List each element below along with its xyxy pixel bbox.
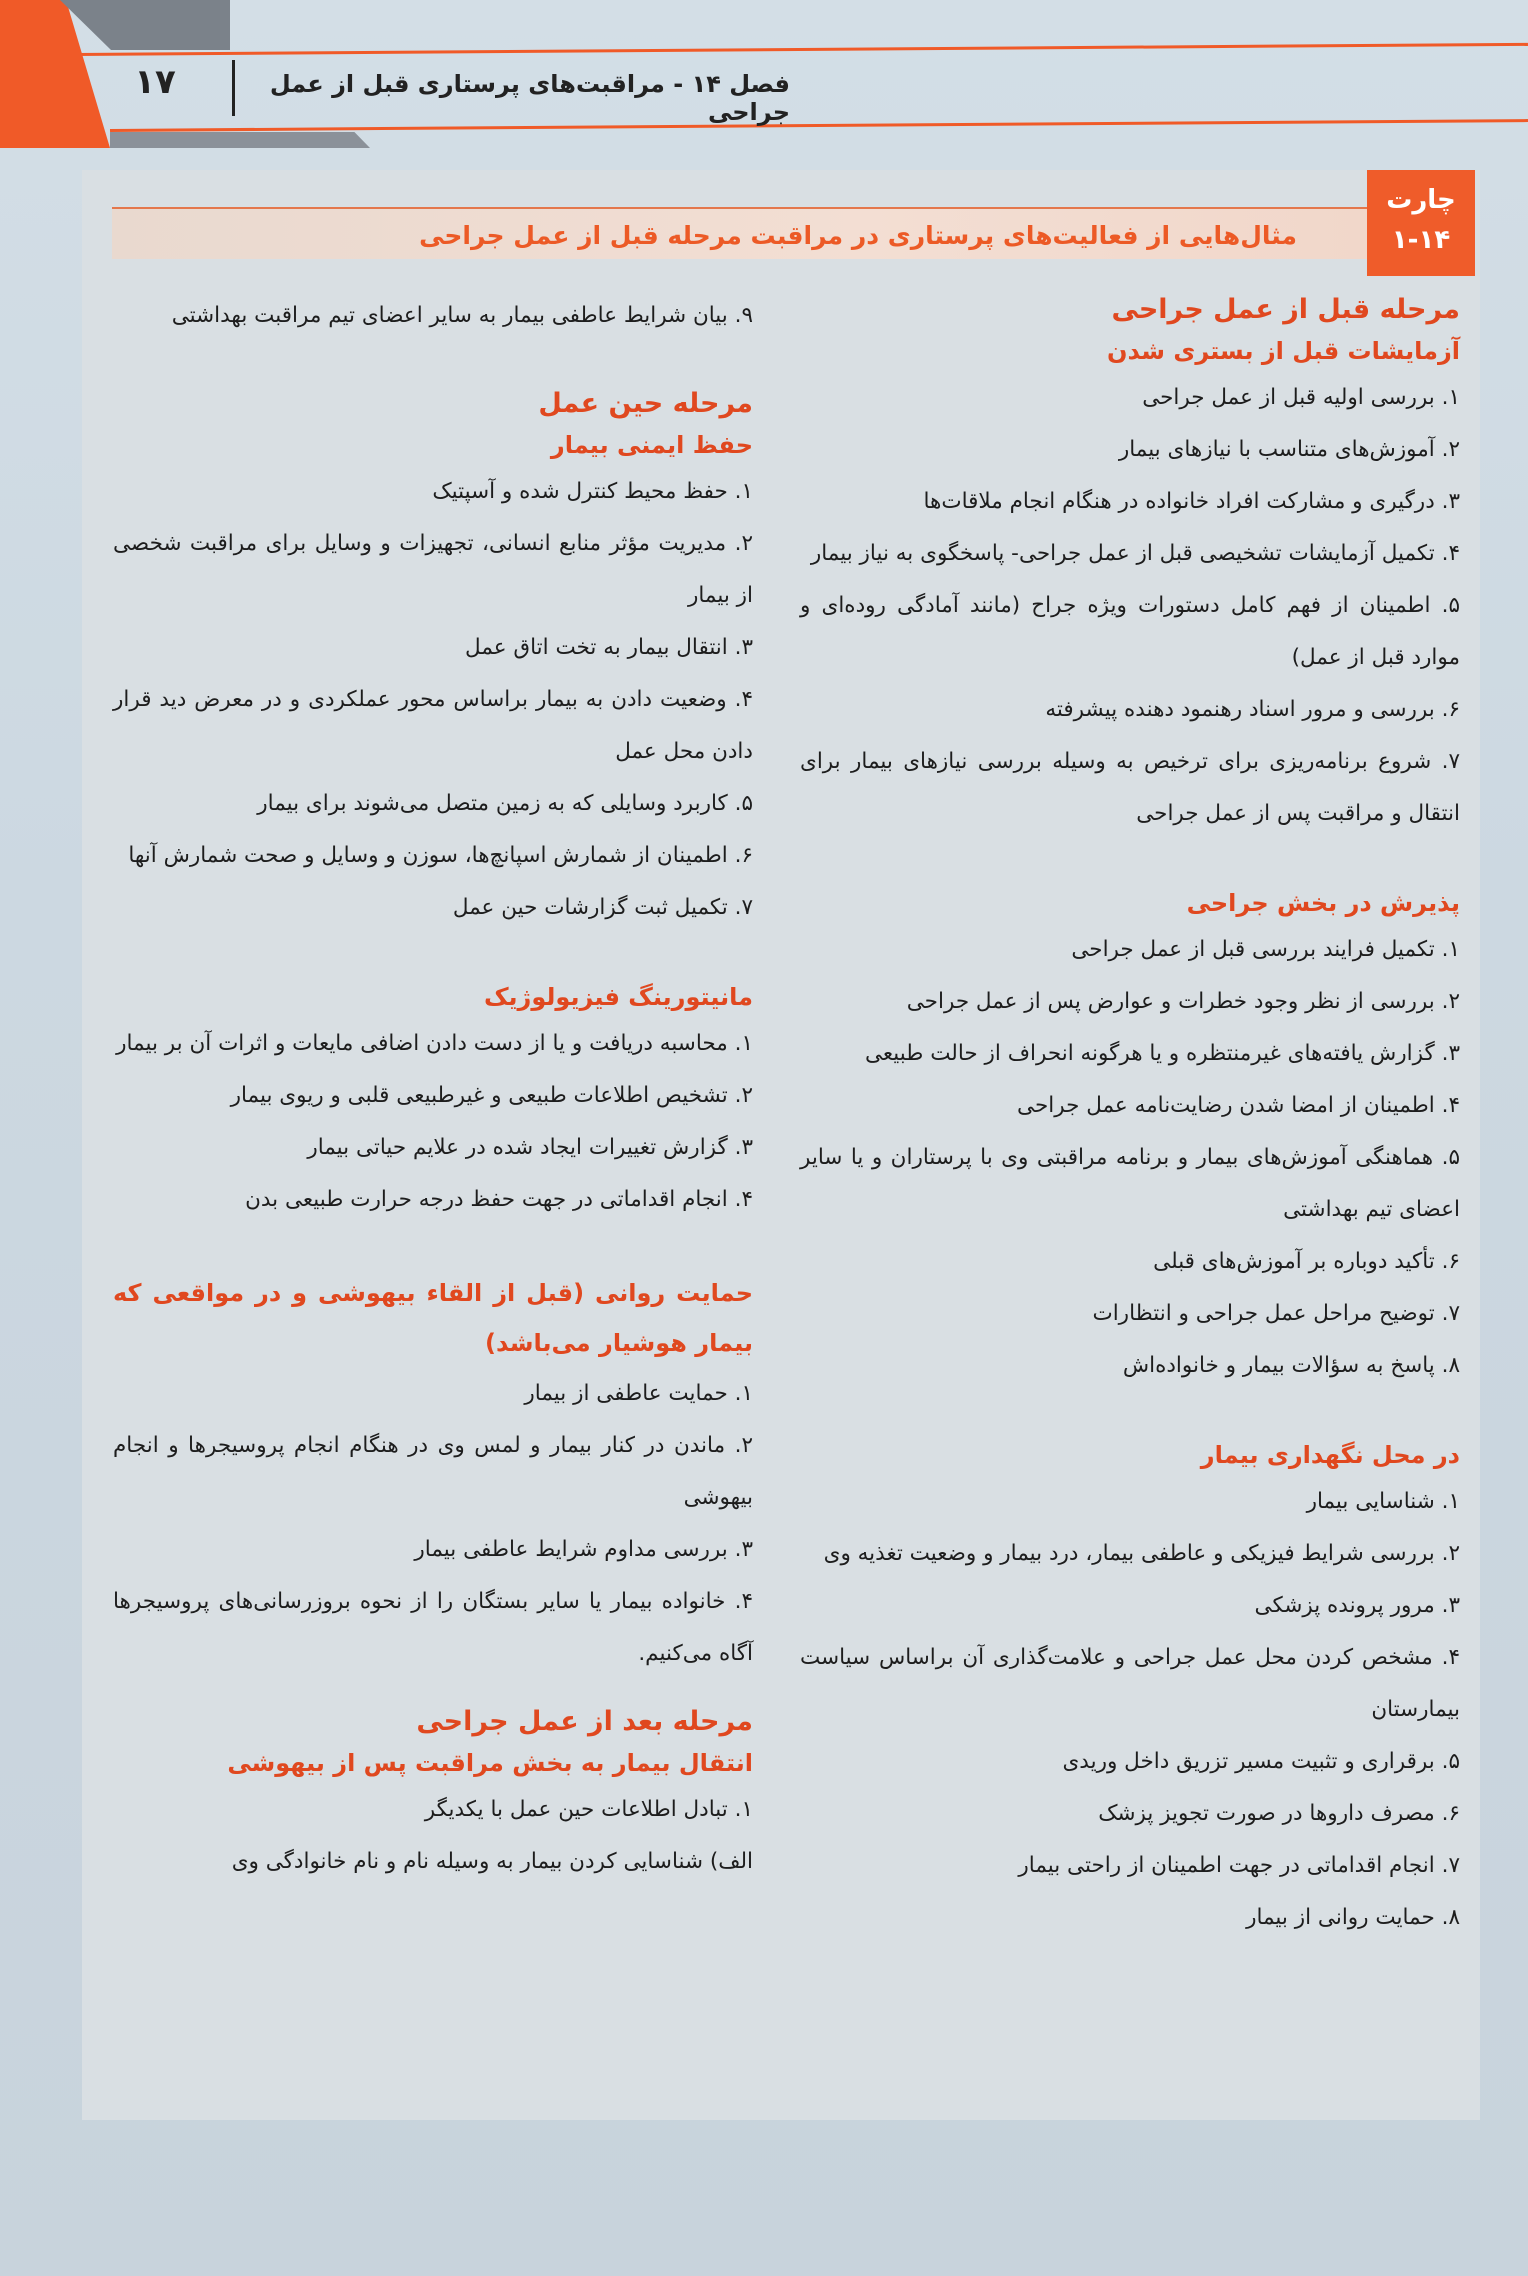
safety-list — [113, 466, 753, 934]
list-item: ۵. هماهنگی آموزش‌های بیمار و برنامه مراقبتی وی با پرستاران و یا سایر اعضای تیم بهداشتی — [800, 1145, 1460, 1222]
list-item: ۱. حفظ محیط کنترل شده و آسپتیک — [432, 479, 753, 504]
list-item: ۴. تکمیل آزمایشات تشخیصی قبل از عمل جراحی- پاسخگوی به نیاز بیمار — [810, 541, 1460, 566]
chart-badge — [1367, 170, 1475, 276]
list-item: ۳. مرور پرونده پزشکی — [1254, 1593, 1460, 1618]
subheading-psychological-support: حمایت روانی (قبل از القاء بیهوشی و در مواقعی که بیمار هوشیار می‌باشد) — [113, 1279, 753, 1357]
continued-list — [113, 290, 753, 342]
list-item: ۳. گزارش یافته‌های غیرمنتظره و یا هرگونه انحراف از حالت طبیعی — [864, 1041, 1460, 1066]
list-item: ۴. مشخص کردن محل عمل جراحی و علامت‌گذاری آن براساس سیاست بیمارستان — [800, 1645, 1460, 1722]
list-item: ۳. گزارش تغییرات ایجاد شده در علایم حیاتی بیمار — [307, 1135, 753, 1160]
list-item: ۴. خانواده بیمار یا سایر بستگان را از نحوه بروزرسانی‌های پروسیجرها آگاه می‌کنیم. — [113, 1589, 753, 1666]
chart-badge-label: چارت — [1386, 185, 1456, 215]
psych-list — [113, 1368, 753, 1680]
list-item: ۱. تکمیل فرایند بررسی قبل از عمل جراحی — [1071, 937, 1460, 962]
list-item: ۴. وضعیت دادن به بیمار براساس محور عملکردی و در معرض دید قرار دادن محل عمل — [113, 687, 753, 764]
chart-title: مثال‌هایی از فعالیت‌های پرستاری در مراقبت مرحله قبل از عمل جراحی — [419, 221, 1297, 250]
list-item: ۱. تبادل اطلاعات حین عمل با یکدیگر — [424, 1797, 753, 1822]
header-divider — [232, 60, 235, 116]
list-item: ۵. برقراری و تثبیت مسیر تزریق داخل وریدی — [1062, 1749, 1460, 1774]
holding-list — [800, 1476, 1460, 1944]
subheading-admission: پذیرش در بخش جراحی — [1186, 889, 1460, 917]
left-column — [113, 290, 753, 1888]
list-item: ۲. آموزش‌های متناسب با نیازهای بیمار — [1118, 437, 1460, 462]
chart-title-bar — [112, 207, 1367, 259]
section-heading-postop: مرحله بعد از عمل جراحی — [416, 1706, 753, 1737]
subheading-preadmission-tests: آزمایشات قبل از بستری شدن — [1107, 337, 1460, 365]
section-heading-preop: مرحله قبل از عمل جراحی — [1111, 294, 1460, 325]
list-item: ۵. کاربرد وسایلی که به زمین متصل می‌شوند برای بیمار — [257, 791, 753, 816]
list-item: ۵. اطمینان از فهم کامل دستورات ویژه جراح (مانند آمادگی روده‌ای و موارد قبل از عمل) — [800, 593, 1460, 670]
list-item: ۶. بررسی و مرور اسناد رهنمود دهنده پیشرفته — [1045, 697, 1460, 722]
chapter-title: فصل ۱۴ - مراقبت‌های پرستاری قبل از عمل جراحی — [269, 70, 790, 126]
section-heading-intraop: مرحله حین عمل — [538, 388, 753, 419]
list-item: ۹. بیان شرایط عاطفی بیمار به سایر اعضای تیم مراقبت بهداشتی — [171, 303, 753, 328]
subheading-pacu-transfer: انتقال بیمار به بخش مراقبت پس از بیهوشی — [227, 1749, 753, 1777]
list-item: ۷. شروع برنامه‌ریزی برای ترخیص به وسیله بررسی نیازهای بیمار برای انتقال و مراقبت پس از عمل جراحی — [800, 749, 1460, 826]
corner-accent-grey — [60, 0, 230, 50]
corner-stripe — [110, 132, 370, 148]
list-item: ۸. پاسخ به سؤالات بیمار و خانواده‌اش — [1122, 1353, 1460, 1378]
chart-badge-number: ۱-۱۴ — [1391, 225, 1451, 255]
list-item: ۴. انجام اقداماتی در جهت حفظ درجه حرارت طبیعی بدن — [245, 1187, 753, 1212]
list-item: ۷. تکمیل ثبت گزارشات حین عمل — [452, 895, 753, 920]
tests-list — [800, 372, 1460, 840]
list-item: ۳. بررسی مداوم شرایط عاطفی بیمار — [414, 1537, 753, 1562]
list-item: ۲. مدیریت مؤثر منابع انسانی، تجهیزات و وسایل برای مراقبت شخصی از بیمار — [113, 531, 753, 608]
list-item: ۳. درگیری و مشارکت افراد خانواده در هنگام انجام ملاقات‌ها — [923, 489, 1460, 514]
list-item: ۴. اطمینان از امضا شدن رضایت‌نامه عمل جراحی — [1017, 1093, 1460, 1118]
header-rule-top — [60, 43, 1528, 56]
list-item: ۲. بررسی از نظر وجود خطرات و عوارض پس از عمل جراحی — [906, 989, 1460, 1014]
subheading-holding-area: در محل نگهداری بیمار — [1200, 1441, 1460, 1469]
subheading-patient-safety: حفظ ایمنی بیمار — [550, 431, 753, 459]
list-item: ۷. انجام اقداماتی در جهت اطمینان از راحتی بیمار — [1018, 1853, 1460, 1878]
monitoring-list — [113, 1018, 753, 1226]
list-item: ۱. شناسایی بیمار — [1306, 1489, 1460, 1514]
list-item: ۱. بررسی اولیه قبل از عمل جراحی — [1142, 385, 1460, 410]
list-item: ۸. حمایت روانی از بیمار — [1246, 1905, 1460, 1930]
list-item: الف) شناسایی کردن بیمار به وسیله نام و نام خانوادگی وی — [231, 1849, 753, 1874]
list-item: ۷. توضیح مراحل عمل جراحی و انتظارات — [1092, 1301, 1460, 1326]
list-item: ۳. انتقال بیمار به تخت اتاق عمل — [465, 635, 753, 660]
subheading-physiologic-monitoring: مانیتورینگ فیزیولوژیک — [483, 983, 753, 1011]
list-item: ۶. اطمینان از شمارش اسپانچ‌ها، سوزن و وسایل و صحت شمارش آنها — [128, 843, 753, 868]
list-item: ۲. تشخیص اطلاعات طبیعی و غیرطبیعی قلبی و ریوی بیمار — [230, 1083, 753, 1108]
list-item: ۶. تأکید دوباره بر آموزش‌های قبلی — [1153, 1249, 1460, 1274]
admission-list — [800, 924, 1460, 1392]
list-item: ۶. مصرف داروها در صورت تجویز پزشک — [1098, 1801, 1460, 1826]
list-item: ۲. بررسی شرایط فیزیکی و عاطفی بیمار، درد بیمار و وضعیت تغذیه وی — [823, 1541, 1460, 1566]
right-column — [800, 290, 1460, 1944]
list-item: ۱. حمایت عاطفی از بیمار — [524, 1381, 753, 1406]
page-number: ۱۷ — [134, 62, 176, 102]
list-item: ۲. ماندن در کنار بیمار و لمس وی در هنگام انجام پروسیجرها و انجام بیهوشی — [113, 1433, 753, 1510]
transfer-list — [113, 1784, 753, 1888]
list-item: ۱. محاسبه دریافت و یا از دست دادن اضافی مایعات و اثرات آن بر بیمار — [116, 1031, 753, 1056]
